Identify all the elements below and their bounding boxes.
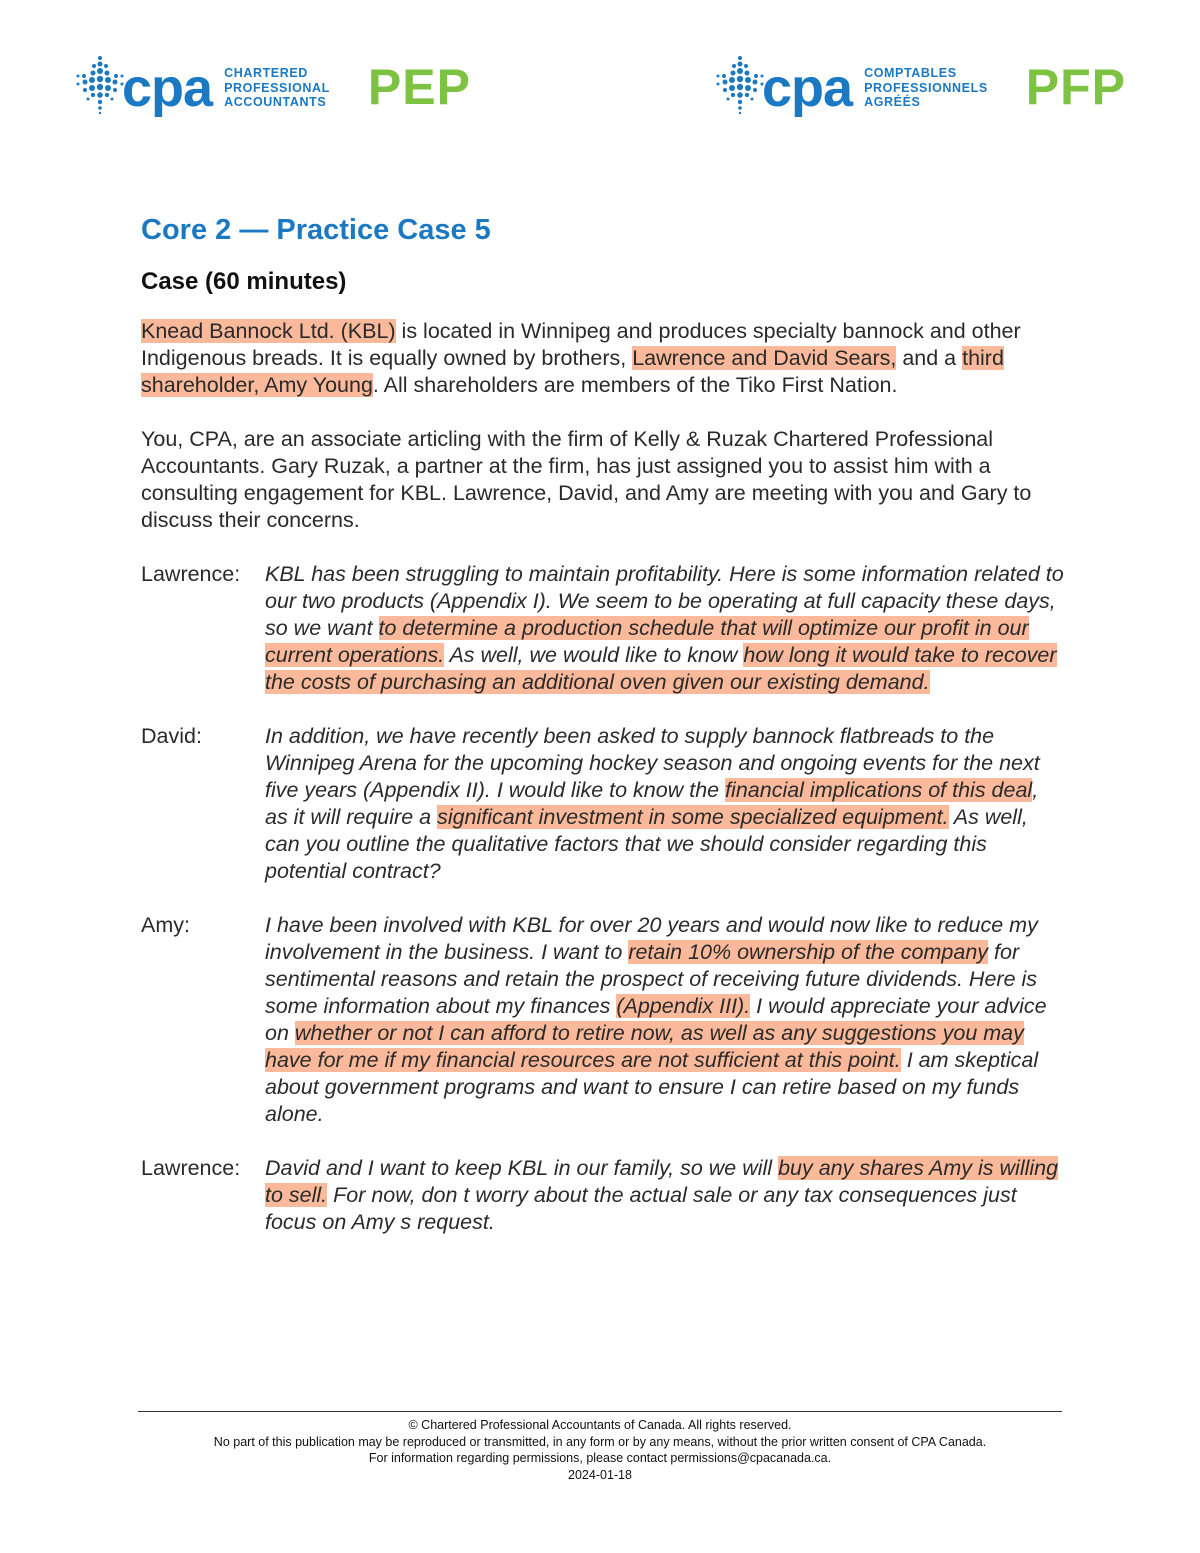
highlighted-text: retain 10% ownership of the company — [628, 940, 989, 964]
text-segment: I would appreciate your advice on — [265, 994, 1047, 1045]
dialogue-entry — [141, 1155, 1066, 1236]
text-segment: In addition, we have recently been asked to supply bannock flatbreads to the Winnipeg Arena for the upcoming hockey season and ongoing events for the next five years (Appendix II). I would like to know the — [265, 724, 1040, 802]
text-segment: for sentimental reasons and retain the prospect of receiving future dividends. Here is some information about my finances — [265, 940, 1038, 1018]
document-body — [141, 208, 1066, 1236]
highlighted-text: Knead Bannock Ltd. (KBL) — [141, 319, 396, 343]
highlighted-text: to determine a production schedule that will optimize our profit in our current operations. — [265, 616, 1029, 667]
speaker-statement — [265, 723, 1066, 885]
cpa-subtitle: CHARTERED PROFESSIONAL ACCOUNTANTS — [224, 66, 330, 110]
cpa-pfp-logo — [712, 52, 1126, 116]
dialogue-entry — [141, 912, 1066, 1128]
text-segment: For now, don t worry about the actual sale or any tax consequences just focus on Amy s request. — [265, 1183, 1017, 1234]
speaker-label: Amy: — [141, 913, 190, 937]
reproduction-notice: No part of this publication may be reproduced or transmitted, in any form or by any means, without the prior written consent of CPA Canada. — [213, 1434, 987, 1449]
text-segment: As well, can you outline the qualitative factors that we should consider regarding this potential contract? — [265, 805, 1028, 883]
dialogue-entry — [141, 561, 1066, 696]
speaker-label: Lawrence: — [141, 1156, 241, 1180]
speaker-label: David: — [141, 724, 202, 748]
text-segment: , as it will require a — [265, 778, 1039, 829]
cpa-pep-logo — [72, 52, 471, 116]
program-label: PEP — [367, 59, 471, 115]
highlighted-text: third shareholder, Amy Young — [141, 346, 1004, 397]
cpa-subtitle: COMPTABLES PROFESSIONNELS AGRÉÉS — [864, 66, 988, 110]
context-paragraph: You, CPA, are an associate articling with the firm of Kelly & Ruzak Chartered Professional Accountants. Gary Ruzak, a partner at the firm, has just assigned you to assist him with a consulting engagement for KBL. Lawrence, David, and Amy are meeting with you and Gary to discuss their concerns. — [141, 427, 1032, 532]
text-segment: David and I want to keep KBL in our family, so we will — [265, 1156, 779, 1180]
dialogue-section — [141, 561, 1066, 1236]
highlighted-text: buy any shares Amy is willing to sell. — [265, 1156, 1059, 1207]
highlighted-text: significant investment in some specialized equipment. — [437, 805, 949, 829]
speaker-statement — [265, 912, 1066, 1128]
highlighted-text: Lawrence and David Sears, — [632, 346, 897, 370]
dialogue-entry — [141, 723, 1066, 885]
speaker-label: Lawrence: — [141, 562, 241, 586]
footer-date: 2024-01-18 — [568, 1467, 632, 1482]
highlighted-text: whether or not I can afford to retire now, as well as any suggestions you may have for me if my financial resources are not sufficient at this point. — [265, 1021, 1024, 1072]
highlighted-text: financial implications of this deal — [725, 778, 1033, 802]
document-title: Core 2 — Practice Case 5 — [141, 214, 491, 246]
copyright-line: © Chartered Professional Accountants of Canada. All rights reserved. — [408, 1418, 792, 1432]
highlighted-text: how long it would take to recover the costs of purchasing an additional oven given our existing demand. — [265, 643, 1057, 694]
footer — [138, 1411, 1062, 1483]
text-segment: I am skeptical about government programs and want to ensure I can retire based on my funds alone. — [265, 1048, 1039, 1126]
text-segment: I have been involved with KBL for over 20 years and would now like to reduce my involvement in the business. I want to — [265, 913, 1038, 964]
maple-leaf-dots-icon — [712, 54, 768, 114]
highlighted-text: (Appendix III). — [616, 994, 751, 1018]
speaker-statement — [265, 1155, 1066, 1236]
cpa-wordmark: cpa — [762, 58, 853, 118]
text-segment: is located in Winnipeg and produces specialty bannock and other Indigenous breads. It is equally owned by brothers, — [141, 319, 1021, 370]
text-segment: As well, we would like to know — [444, 643, 744, 667]
text-segment: KBL has been struggling to maintain profitability. Here is some information related to our two products (Appendix I). We seem to be operating at full capacity these days, so we want — [265, 562, 1064, 640]
text-segment: . All shareholders are members of the Tiko First Nation. — [372, 373, 898, 397]
program-label: PFP — [1025, 59, 1127, 115]
maple-leaf-dots-icon — [72, 54, 128, 114]
text-segment: and a — [896, 346, 963, 370]
case-subtitle: Case (60 minutes) — [141, 268, 347, 295]
speaker-statement — [265, 561, 1066, 696]
intro-paragraph — [141, 318, 1066, 399]
cpa-wordmark: cpa — [122, 58, 213, 118]
permissions-contact: For information regarding permissions, please contact permissions@cpacanada.ca. — [368, 1451, 832, 1465]
